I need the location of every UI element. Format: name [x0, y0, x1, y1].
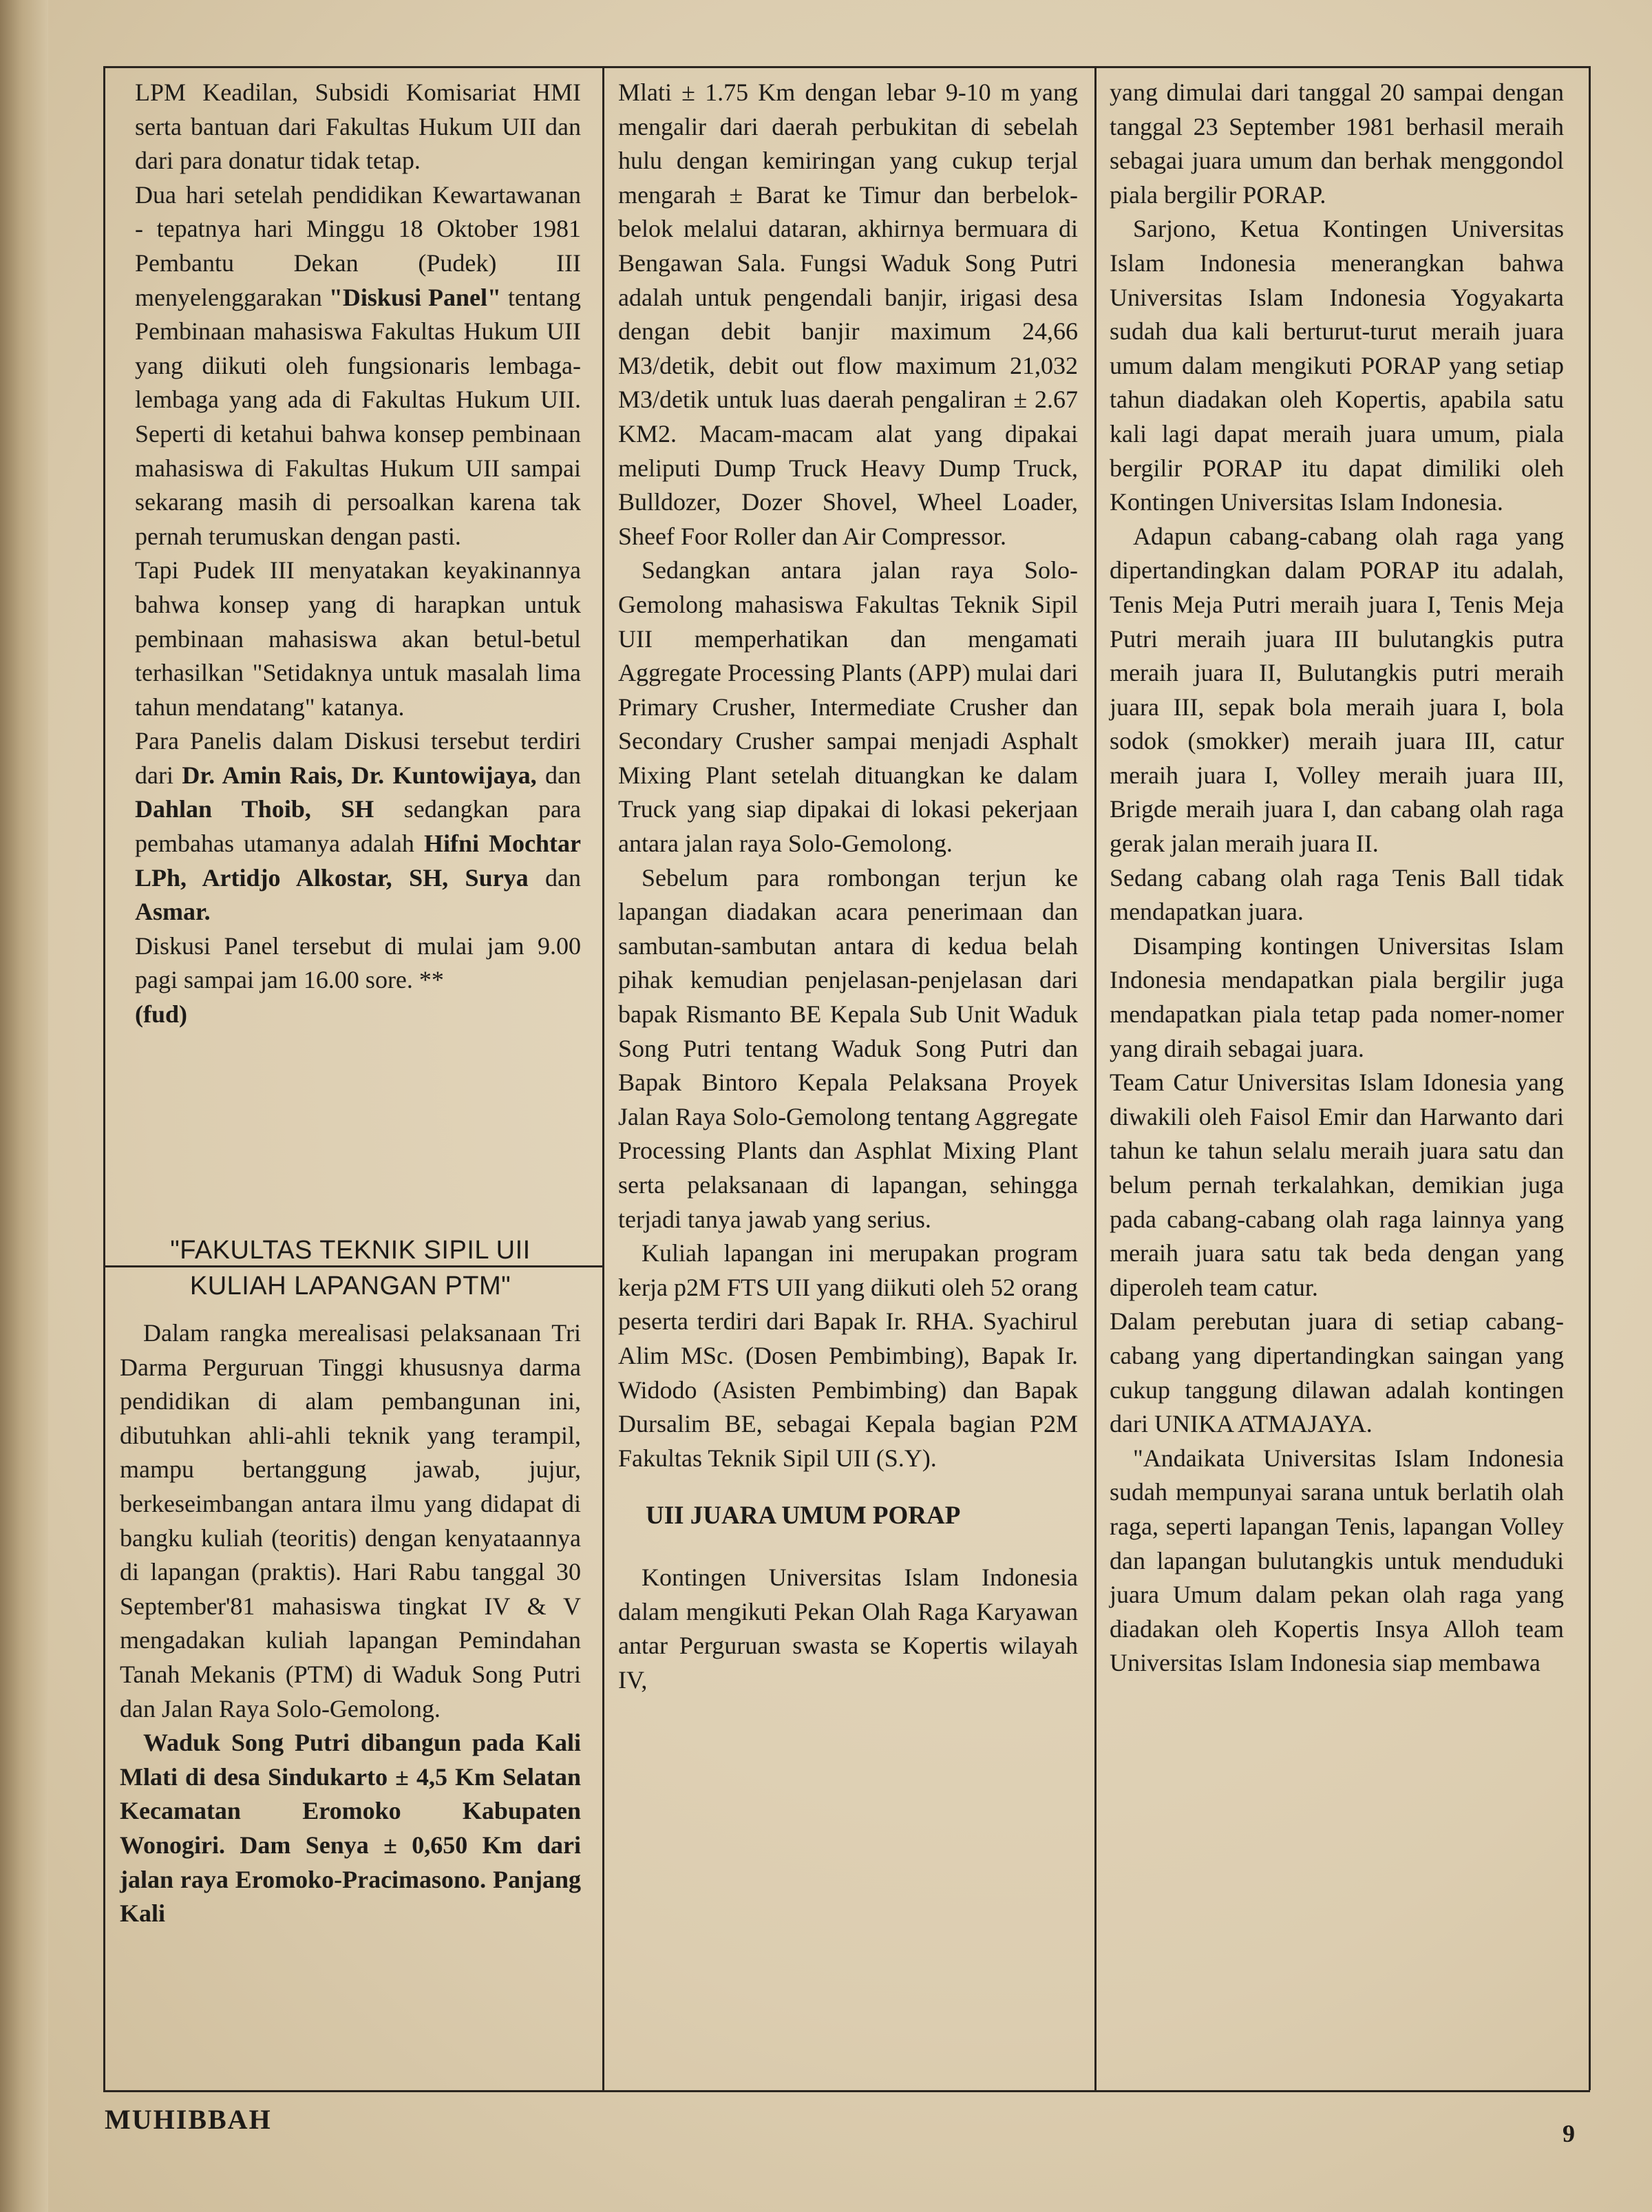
col2-paragraph-1: Mlati ± 1.75 Km dengan lebar 9-10 m yang mengalir dari daerah perbukitan di sebelah hulu dengan kemiringan yang cukup terjal mengarah ± Barat ke Timur dan berbelok-belok melalui dataran, akhirnya bermuara di Bengawan Sala. Fungsi Waduk Song Putri adalah untuk pengendali banjir, irigasi desa dengan debit banjir maximum 24,66 M3/detik, debit out flow maximum 21,032 M3/detik untuk luas daerah pengaliran ± 2.67 KM2. Macam-macam alat yang dipakai meliputi Dump Truck Heavy Dump Truck, Bulldozer, Dozer Shovel, Wheel Loader, Sheef Foor Roller dan Air Compressor.	[618, 78, 1078, 550]
frame-left-rule	[103, 66, 105, 2090]
col3-paragraph-2: Sarjono, Ketua Kontingen Universitas Islam Indonesia menerangkan bahwa Universitas Islam Indonesia Yogyakarta sudah dua kali berturut-turut meraih juara umum dalam mengikuti PORAP yang setiap tahun diadakan oleh Kopertis, apabila satu kali lagi dapat meraih juara umum, piala bergilir PORAP itu dapat dimiliki oleh Kontingen Universitas Islam Indonesia.	[1110, 215, 1564, 516]
frame-top-rule	[103, 66, 1589, 68]
col3-paragraph-3: Adapun cabang-cabang olah raga yang dipertandingkan dalam PORAP itu adalah, Tenis Meja Putri meraih juara I, Tenis Meja Putri meraih juara III bulutangkis putra meraih juara II, Bulutangkis putri meraih juara III, sepak bola meraih juara I, bola sodok (smokker) meraih juara III, catur meraih juara I, Volley meraih juara III, Brigde meraih juara I, dan cabang olah raga gerak jalan meraih juara II.	[1110, 522, 1564, 858]
column-rule-1	[602, 66, 604, 2090]
col3-paragraph-6: Team Catur Universitas Islam Idonesia yang diwakili oleh Faisol Emir dan Harwanto dari tahun ke tahun selalu meraih juara satu dan belum pernah terkalahkan, demikian juga pada cabang-cabang olah raga lainnya yang meraih juara satu tak beda dengan yang diperoleh team catur.	[1110, 1068, 1564, 1301]
column-1-top	[135, 76, 581, 1032]
col2-paragraph-3: Sebelum para rombongan terjun ke lapangan diadakan acara penerimaan dan sambutan-sambutan antara di kedua belah pihak kemudian penjelasan-penjelasan dari bapak Rismanto BE Kepala Sub Unit Waduk Song Putri tentang Waduk Song Putri dan Bapak Bintoro Kepala Pelaksana Proyek Jalan Raya Solo-Gemolong tentang Aggregate Processing Plants dan Asphlat Mixing Plant serta pelaksanaan di lapangan, sehingga terjadi tanya jawab yang serius.	[618, 863, 1078, 1233]
col3-paragraph-8: "Andaikata Universitas Islam Indonesia sudah mempunyai sarana untuk berlatih olah raga, seperti lapangan Tenis, lapangan Volley dan lapangan bulutangkis untuk menduduki juara Umum dalam pekan olah raga yang diadakan oleh Kopertis Insya Alloh team Universitas Islam Indonesia siap membawa	[1110, 1444, 1564, 1677]
col3-paragraph-1: yang dimulai dari tanggal 20 sampai dengan tanggal 23 September 1981 berhasil meraih sebagai juara umum dan berhak menggondol piala bergilir PORAP.	[1110, 78, 1564, 209]
col1-paragraph-1: LPM Keadilan, Subsidi Komisariat HMI serta bantuan dari Fakultas Hukum UII dan dari para donatur tidak tetap.	[135, 78, 581, 175]
article-title-line-2: KULIAH LAPANGAN PTM"	[189, 1272, 511, 1300]
frame-right-rule	[1589, 66, 1591, 2090]
col2-paragraph-5: Kontingen Universitas Islam Indonesia dalam mengikuti Pekan Olah Raga Karyawan antar Perguruan swasta se Kopertis wilayah IV,	[618, 1563, 1078, 1694]
frame-bottom-rule	[103, 2090, 1590, 2092]
column-rule-2	[1094, 66, 1097, 2090]
page-binding-shadow	[0, 0, 48, 2212]
col1-paragraph-3: Tapi Pudek III menyatakan keyakinannya bahwa konsep yang di harapkan untuk pembinaan mahasiswa akan betul-betul terhasilkan "Setidaknya untuk masalah lima tahun mendatang" katanya.	[135, 556, 581, 721]
col3-paragraph-7: Dalam perebutan juara di setiap cabang-cabang yang dipertandingkan saingan yang cukup tanggung dilawan adalah kontingen dari UNIKA ATMAJAYA.	[1110, 1307, 1564, 1438]
page-number: 9	[1563, 2120, 1575, 2147]
col1-paragraph-4: Para Panelis dalam Diskusi tersebut terdiri dari Dr. Amin Rais, Dr. Kuntowijaya, dan Dahlan Thoib, SH sedangkan para pembahas utamanya adalah Hifni Mochtar LPh, Artidjo Alkostar, SH, Surya dan Asmar.	[135, 727, 582, 926]
col2-paragraph-4: Kuliah lapangan ini merupakan program kerja p2M FTS UII yang diikuti oleh 52 orang peserta terdiri dari Bapak Ir. RHA. Syachirul Alim MSc. (Dosen Pembimbing), Bapak Ir. Widodo (Asisten Pembimbing) dan Bapak Dursalim BE, sebagai Kepala bagian P2M Fakultas Teknik Sipil UII (S.Y).	[618, 1239, 1078, 1472]
section-heading-porap: UII JUARA UMUM PORAP	[646, 1502, 961, 1530]
column-3	[1110, 76, 1564, 1681]
column-2	[618, 76, 1078, 1697]
publication-name: MUHIBBAH	[105, 2104, 272, 2135]
col1-paragraph-2: Dua hari setelah pendidikan Kewartawanan - tepatnya hari Minggu 18 Oktober 1981 Pembantu Dekan (Pudek) III menyelenggarakan "Diskusi Panel" tentang Pembinaan mahasiswa Fakultas Hukum UII yang diikuti oleh fungsionaris lembaga-lembaga yang ada di Fakultas Hukum UII. Seperti di ketahui bahwa konsep pembinaan mahasiswa di Fakultas Hukum UII sampai sekarang masih di persoalkan karena tak pernah terumuskan dengan pasti.	[135, 180, 582, 550]
article2-paragraph-2: Waduk Song Putri dibangun pada Kali Mlati di desa Sindukarto ± 4,5 Km Selatan Kecamatan Eromoko Kabupaten Wonogiri. Dam Senya ± 0,650 Km dari jalan raya Eromoko-Pracimasono. Panjang Kali	[120, 1729, 581, 1928]
col3-paragraph-5: Disamping kontingen Universitas Islam Indonesia mendapatkan piala bergilir juga mendapatkan piala tetap pada nomer-nomer yang diraih sebagai juara.	[1110, 931, 1564, 1062]
article2-paragraph-1: Dalam rangka merealisasi pelaksanaan Tri Darma Perguruan Tinggi khususnya darma pendidikan di alam pembangunan ini, dibutuhkan ahli-ahli teknik yang terampil, mampu bertanggung jawab, jujur, berkeseimbangan antara ilmu yang didapat di bangku kuliah (teoritis) dengan kenyataannya di lapangan (praktis). Hari Rabu tanggal 30 September'81 mahasiswa tingkat IV & V mengadakan kuliah lapangan Pemindahan Tanah Mekanis (PTM) di Waduk Song Putri dan Jalan Raya Solo-Gemolong.	[120, 1319, 581, 1723]
col1-paragraph-5: Diskusi Panel tersebut di mulai jam 9.00 pagi sampai jam 16.00 sore. ** (fud)	[135, 931, 581, 1029]
column-1-article	[120, 1232, 581, 1931]
col3-paragraph-4: Sedang cabang olah raga Tenis Ball tidak mendapatkan juara.	[1110, 863, 1564, 926]
article-title-line-1: "FAKULTAS TEKNIK SIPIL UII	[170, 1236, 531, 1265]
col2-paragraph-2: Sedangkan antara jalan raya Solo-Gemolong mahasiswa Fakultas Teknik Sipil UII memperhatikan dan mengamati Aggregate Processing Plants (APP) mulai dari Primary Crusher, Intermediate Crusher dan Secondary Crusher sampai menjadi Asphalt Mixing Plant setelah dituangkan ke dalam Truck yang siap dipakai di lokasi pekerjaan antara jalan raya Solo-Gemolong.	[618, 556, 1078, 858]
col1-bold-term: "Diskusi Panel"	[328, 283, 501, 311]
